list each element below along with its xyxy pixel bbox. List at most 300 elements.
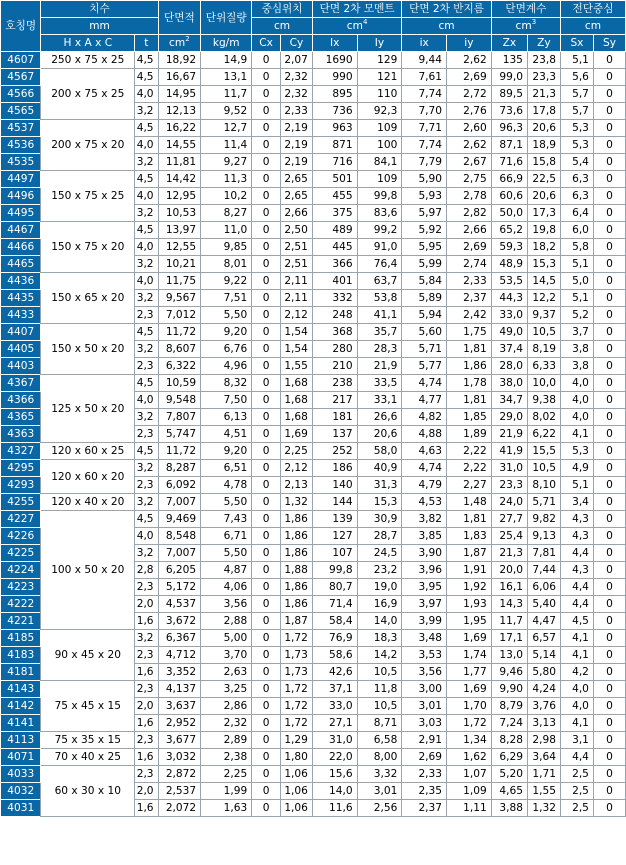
- cell-size: 120 x 40 x 20: [41, 494, 135, 511]
- cell-cx: 0: [252, 341, 281, 358]
- cell-weight: 9,52: [201, 103, 252, 120]
- cell-iy: 1,87: [447, 545, 492, 562]
- cell-ix-cap: 401: [312, 273, 357, 290]
- cell-cy: 1,54: [280, 341, 312, 358]
- cell-code: 4225: [1, 545, 41, 562]
- cell-weight: 6,51: [201, 460, 252, 477]
- cell-weight: 2,32: [201, 715, 252, 732]
- cell-zy: 9,82: [527, 511, 560, 528]
- cell-weight: 1,63: [201, 800, 252, 817]
- cell-iy: 2,22: [447, 460, 492, 477]
- cell-zx: 41,9: [491, 443, 527, 460]
- cell-sy: 0: [593, 375, 625, 392]
- cell-cy: 2,50: [280, 222, 312, 239]
- cell-code: 4185: [1, 630, 41, 647]
- cell-code: 4607: [1, 52, 41, 69]
- cell-zy: 15,5: [527, 443, 560, 460]
- cell-area: 14,42: [158, 171, 201, 188]
- cell-area: 11,72: [158, 443, 201, 460]
- cell-cy: 2,65: [280, 171, 312, 188]
- cell-code: 4183: [1, 647, 41, 664]
- cell-area: 2,952: [158, 715, 201, 732]
- cell-weight: 3,25: [201, 681, 252, 698]
- cell-zy: 6,57: [527, 630, 560, 647]
- cell-sx: 5,1: [560, 477, 593, 494]
- cell-ix: 5,71: [402, 341, 447, 358]
- cell-zy: 2,98: [527, 732, 560, 749]
- cell-zy: 19,8: [527, 222, 560, 239]
- cell-iy-cap: 8,71: [357, 715, 402, 732]
- cell-area: 10,53: [158, 205, 201, 222]
- cell-sy: 0: [593, 137, 625, 154]
- cell-sy: 0: [593, 664, 625, 681]
- cell-zy: 5,80: [527, 664, 560, 681]
- cell-sy: 0: [593, 647, 625, 664]
- cell-ix-cap: 14,0: [312, 783, 357, 800]
- cell-weight: 2,86: [201, 698, 252, 715]
- cell-cy: 1,86: [280, 511, 312, 528]
- cell-zy: 3,76: [527, 698, 560, 715]
- cell-size: 150 x 75 x 25: [41, 171, 135, 222]
- cell-ix-cap: 252: [312, 443, 357, 460]
- cell-ix-cap: 186: [312, 460, 357, 477]
- cell-sy: 0: [593, 205, 625, 222]
- cell-sy: 0: [593, 426, 625, 443]
- cell-cy: 2,19: [280, 137, 312, 154]
- cell-ix: 4,88: [402, 426, 447, 443]
- cell-cy: 1,68: [280, 392, 312, 409]
- cell-cx: 0: [252, 681, 281, 698]
- cell-cx: 0: [252, 375, 281, 392]
- cell-weight: 8,27: [201, 205, 252, 222]
- cell-ix-cap: 58,6: [312, 647, 357, 664]
- cell-ix-cap: 139: [312, 511, 357, 528]
- cell-cx: 0: [252, 103, 281, 120]
- header-ix-cap: Ix: [312, 35, 357, 52]
- cell-cy: 2,12: [280, 307, 312, 324]
- cell-ix-cap: 107: [312, 545, 357, 562]
- cell-code: 4496: [1, 188, 41, 205]
- cell-zx: 33,0: [491, 307, 527, 324]
- cell-iy-cap: 15,3: [357, 494, 402, 511]
- cell-thickness: 4,5: [135, 375, 158, 392]
- cell-zx: 17,1: [491, 630, 527, 647]
- cell-thickness: 4,0: [135, 239, 158, 256]
- cell-cy: 2,33: [280, 103, 312, 120]
- cell-thickness: 4,5: [135, 120, 158, 137]
- cell-thickness: 2,3: [135, 426, 158, 443]
- cell-sy: 0: [593, 358, 625, 375]
- cell-thickness: 4,0: [135, 137, 158, 154]
- cell-area: 8,287: [158, 460, 201, 477]
- cell-ix: 5,97: [402, 205, 447, 222]
- cell-iy-cap: 129: [357, 52, 402, 69]
- cell-zy: 17,8: [527, 103, 560, 120]
- cell-code: 4363: [1, 426, 41, 443]
- cell-weight: 2,38: [201, 749, 252, 766]
- cell-sy: 0: [593, 443, 625, 460]
- cell-area: 3,672: [158, 613, 201, 630]
- cell-iy-cap: 26,6: [357, 409, 402, 426]
- cell-weight: 2,25: [201, 766, 252, 783]
- cell-sx: 4,2: [560, 664, 593, 681]
- cell-ix: 9,44: [402, 52, 447, 69]
- cell-sx: 4,3: [560, 562, 593, 579]
- cell-zy: 10,5: [527, 324, 560, 341]
- cell-zx: 8,79: [491, 698, 527, 715]
- cell-area: 13,97: [158, 222, 201, 239]
- cell-thickness: 2,3: [135, 477, 158, 494]
- cell-code: 4223: [1, 579, 41, 596]
- cell-iy-cap: 24,5: [357, 545, 402, 562]
- cell-area: 8,548: [158, 528, 201, 545]
- cell-ix-cap: 33,0: [312, 698, 357, 715]
- cell-zx: 50,0: [491, 205, 527, 222]
- cell-code: 4537: [1, 120, 41, 137]
- cell-sy: 0: [593, 324, 625, 341]
- cell-size: 120 x 60 x 20: [41, 460, 135, 494]
- table-body: [1, 52, 626, 817]
- cell-iy-cap: 84,1: [357, 154, 402, 171]
- cell-cx: 0: [252, 52, 281, 69]
- cell-weight: 6,71: [201, 528, 252, 545]
- cell-iy-cap: 83,6: [357, 205, 402, 222]
- cell-iy-cap: 28,7: [357, 528, 402, 545]
- cell-cx: 0: [252, 579, 281, 596]
- cell-iy-cap: 109: [357, 171, 402, 188]
- cell-thickness: 2,0: [135, 783, 158, 800]
- cell-cy: 1,06: [280, 800, 312, 817]
- cell-iy: 2,22: [447, 443, 492, 460]
- cell-ix: 5,93: [402, 188, 447, 205]
- cell-weight: 8,32: [201, 375, 252, 392]
- cell-area: 7,807: [158, 409, 201, 426]
- cell-cy: 1,06: [280, 783, 312, 800]
- header-radius-unit: cm: [402, 18, 491, 35]
- cell-area: 11,75: [158, 273, 201, 290]
- cell-ix: 5,84: [402, 273, 447, 290]
- cell-zx: 9,46: [491, 664, 527, 681]
- cell-code: 4031: [1, 800, 41, 817]
- cell-cx: 0: [252, 783, 281, 800]
- cell-cx: 0: [252, 562, 281, 579]
- cell-zx: 28,0: [491, 358, 527, 375]
- cell-iy: 1,09: [447, 783, 492, 800]
- cell-sx: 5,4: [560, 154, 593, 171]
- cell-ix: 4,74: [402, 460, 447, 477]
- cell-weight: 8,01: [201, 256, 252, 273]
- cell-ix-cap: 871: [312, 137, 357, 154]
- cell-zx: 3,88: [491, 800, 527, 817]
- cell-code: 4224: [1, 562, 41, 579]
- cell-sy: 0: [593, 681, 625, 698]
- cell-zy: 7,81: [527, 545, 560, 562]
- cell-ix-cap: 11,6: [312, 800, 357, 817]
- cell-iy: 1,91: [447, 562, 492, 579]
- cell-iy-cap: 2,56: [357, 800, 402, 817]
- cell-iy-cap: 99,8: [357, 188, 402, 205]
- cell-weight: 14,9: [201, 52, 252, 69]
- cell-cy: 2,65: [280, 188, 312, 205]
- cell-zx: 49,0: [491, 324, 527, 341]
- cell-iy: 2,74: [447, 256, 492, 273]
- cell-thickness: 3,2: [135, 630, 158, 647]
- cell-cy: 1,72: [280, 630, 312, 647]
- cell-weight: 9,20: [201, 324, 252, 341]
- cell-code: 4113: [1, 732, 41, 749]
- cell-sy: 0: [593, 86, 625, 103]
- cell-cx: 0: [252, 239, 281, 256]
- cell-cy: 1,86: [280, 545, 312, 562]
- cell-thickness: 4,5: [135, 222, 158, 239]
- cell-ix-cap: 217: [312, 392, 357, 409]
- cell-zx: 60,6: [491, 188, 527, 205]
- cell-ix-cap: 27,1: [312, 715, 357, 732]
- cell-cx: 0: [252, 205, 281, 222]
- header-modulus-unit: $cm^3$: [491, 18, 560, 35]
- cell-iy-cap: 10,5: [357, 698, 402, 715]
- cell-sx: 6,3: [560, 171, 593, 188]
- cell-sy: 0: [593, 307, 625, 324]
- cell-cx: 0: [252, 460, 281, 477]
- cell-cx: 0: [252, 222, 281, 239]
- cell-cy: 1,54: [280, 324, 312, 341]
- cell-zx: 89,5: [491, 86, 527, 103]
- cell-weight: 11,7: [201, 86, 252, 103]
- cell-size: 250 x 75 x 25: [41, 52, 135, 69]
- cell-code: 4141: [1, 715, 41, 732]
- cell-iy-cap: 33,5: [357, 375, 402, 392]
- cell-zx: 23,3: [491, 477, 527, 494]
- cell-thickness: 4,5: [135, 324, 158, 341]
- cell-zx: 11,7: [491, 613, 527, 630]
- cell-iy-cap: 53,8: [357, 290, 402, 307]
- cell-thickness: 2,0: [135, 596, 158, 613]
- cell-zy: 8,02: [527, 409, 560, 426]
- cell-cx: 0: [252, 477, 281, 494]
- cell-code: 4327: [1, 443, 41, 460]
- cell-iy: 1,95: [447, 613, 492, 630]
- cell-thickness: 2,3: [135, 766, 158, 783]
- header-shear-unit: cm: [560, 18, 625, 35]
- cell-thickness: 4,5: [135, 443, 158, 460]
- cell-thickness: 2,3: [135, 307, 158, 324]
- cell-sx: 4,1: [560, 647, 593, 664]
- cell-iy-cap: 8,00: [357, 749, 402, 766]
- cell-code: 4032: [1, 783, 41, 800]
- cell-zx: 37,4: [491, 341, 527, 358]
- table-row: [1, 324, 626, 341]
- cell-weight: 6,76: [201, 341, 252, 358]
- cell-iy-cap: 35,7: [357, 324, 402, 341]
- cell-ix: 2,91: [402, 732, 447, 749]
- cell-zx: 21,3: [491, 545, 527, 562]
- cell-weight: 3,56: [201, 596, 252, 613]
- cell-sy: 0: [593, 579, 625, 596]
- cell-iy: 1,89: [447, 426, 492, 443]
- cell-iy-cap: 110: [357, 86, 402, 103]
- cell-area: 7,007: [158, 494, 201, 511]
- cell-cy: 1,73: [280, 664, 312, 681]
- cell-cx: 0: [252, 596, 281, 613]
- cell-area: 9,548: [158, 392, 201, 409]
- cell-ix: 5,77: [402, 358, 447, 375]
- cell-iy-cap: 31,3: [357, 477, 402, 494]
- cell-zx: 7,24: [491, 715, 527, 732]
- cell-zx: 21,9: [491, 426, 527, 443]
- cell-iy-cap: 23,2: [357, 562, 402, 579]
- table-row: [1, 120, 626, 137]
- cell-area: 9,567: [158, 290, 201, 307]
- cell-cy: 1,88: [280, 562, 312, 579]
- cell-thickness: 2,3: [135, 358, 158, 375]
- cell-zy: 5,71: [527, 494, 560, 511]
- cell-thickness: 3,2: [135, 341, 158, 358]
- cell-sx: 4,9: [560, 460, 593, 477]
- header-ix: ix: [402, 35, 447, 52]
- cell-weight: 4,06: [201, 579, 252, 596]
- cell-ix: 3,99: [402, 613, 447, 630]
- cell-cx: 0: [252, 545, 281, 562]
- cell-iy-cap: 63,7: [357, 273, 402, 290]
- cell-weight: 9,22: [201, 273, 252, 290]
- cell-weight: 2,89: [201, 732, 252, 749]
- cell-code: 4293: [1, 477, 41, 494]
- cell-cy: 1,68: [280, 409, 312, 426]
- cell-ix-cap: 501: [312, 171, 357, 188]
- cell-iy-cap: 100: [357, 137, 402, 154]
- cell-iy: 2,37: [447, 290, 492, 307]
- table-row: [1, 511, 626, 528]
- cell-area: 9,469: [158, 511, 201, 528]
- cell-cy: 2,12: [280, 460, 312, 477]
- cell-weight: 11,0: [201, 222, 252, 239]
- cell-area: 6,205: [158, 562, 201, 579]
- cell-cx: 0: [252, 256, 281, 273]
- cell-iy: 1,62: [447, 749, 492, 766]
- cell-ix-cap: 144: [312, 494, 357, 511]
- cell-ix-cap: 375: [312, 205, 357, 222]
- cell-zy: 8,10: [527, 477, 560, 494]
- cell-iy: 1,70: [447, 698, 492, 715]
- cell-code: 4467: [1, 222, 41, 239]
- cell-iy-cap: 92,3: [357, 103, 402, 120]
- cell-sx: 4,0: [560, 681, 593, 698]
- cell-thickness: 3,2: [135, 290, 158, 307]
- cell-iy-cap: 10,5: [357, 664, 402, 681]
- cell-iy: 2,42: [447, 307, 492, 324]
- cell-cy: 1,86: [280, 579, 312, 596]
- cell-sy: 0: [593, 613, 625, 630]
- cell-zy: 8,19: [527, 341, 560, 358]
- cell-sy: 0: [593, 562, 625, 579]
- cell-thickness: 4,5: [135, 52, 158, 69]
- table-row: [1, 732, 626, 749]
- cell-iy: 1,93: [447, 596, 492, 613]
- cell-cy: 1,72: [280, 715, 312, 732]
- cell-zy: 20,6: [527, 188, 560, 205]
- cell-thickness: 3,2: [135, 545, 158, 562]
- cell-code: 4535: [1, 154, 41, 171]
- cell-ix: 3,01: [402, 698, 447, 715]
- table-row: [1, 222, 626, 239]
- cell-area: 16,67: [158, 69, 201, 86]
- cell-code: 4181: [1, 664, 41, 681]
- cell-ix: 7,61: [402, 69, 447, 86]
- cell-ix: 5,95: [402, 239, 447, 256]
- cell-area: 5,172: [158, 579, 201, 596]
- cell-area: 6,322: [158, 358, 201, 375]
- cell-iy: 1,86: [447, 358, 492, 375]
- cell-code: 4226: [1, 528, 41, 545]
- cell-cy: 1,55: [280, 358, 312, 375]
- cell-thickness: 2,8: [135, 562, 158, 579]
- cell-cy: 1,73: [280, 647, 312, 664]
- cell-ix: 4,82: [402, 409, 447, 426]
- header-size: 치수: [41, 1, 158, 18]
- cell-ix: 3,97: [402, 596, 447, 613]
- cell-sy: 0: [593, 732, 625, 749]
- cell-sx: 6,0: [560, 222, 593, 239]
- cell-weight: 2,88: [201, 613, 252, 630]
- cell-cy: 2,25: [280, 443, 312, 460]
- cell-iy-cap: 16,9: [357, 596, 402, 613]
- cell-cx: 0: [252, 358, 281, 375]
- cell-code: 4222: [1, 596, 41, 613]
- cell-code: 4466: [1, 239, 41, 256]
- cell-ix: 7,71: [402, 120, 447, 137]
- cell-cy: 1,68: [280, 375, 312, 392]
- cell-thickness: 2,3: [135, 732, 158, 749]
- cell-sy: 0: [593, 477, 625, 494]
- cell-sx: 5,7: [560, 86, 593, 103]
- cell-ix: 5,94: [402, 307, 447, 324]
- cell-cx: 0: [252, 766, 281, 783]
- cell-ix: 4,74: [402, 375, 447, 392]
- cell-sx: 4,0: [560, 698, 593, 715]
- table-row: [1, 273, 626, 290]
- cell-cx: 0: [252, 137, 281, 154]
- cell-weight: 4,51: [201, 426, 252, 443]
- cell-cx: 0: [252, 409, 281, 426]
- cell-cy: 1,87: [280, 613, 312, 630]
- cell-iy: 2,60: [447, 120, 492, 137]
- cell-iy-cap: 3,32: [357, 766, 402, 783]
- cell-size: 60 x 30 x 10: [41, 766, 135, 817]
- cell-weight: 4,78: [201, 477, 252, 494]
- header-centroid-unit: cm: [252, 18, 313, 35]
- cell-iy-cap: 21,9: [357, 358, 402, 375]
- cell-iy: 2,75: [447, 171, 492, 188]
- table-row: [1, 630, 626, 647]
- table-row: [1, 375, 626, 392]
- cell-zx: 87,1: [491, 137, 527, 154]
- cell-ix-cap: 99,8: [312, 562, 357, 579]
- cell-cy: 2,66: [280, 205, 312, 222]
- cell-thickness: 4,0: [135, 86, 158, 103]
- cell-sx: 5,7: [560, 103, 593, 120]
- cell-code: 4497: [1, 171, 41, 188]
- cell-sx: 4,4: [560, 596, 593, 613]
- cell-code: 4565: [1, 103, 41, 120]
- cell-iy: 1,81: [447, 341, 492, 358]
- cell-ix-cap: 455: [312, 188, 357, 205]
- header-t: t: [135, 35, 158, 52]
- cell-iy: 2,62: [447, 137, 492, 154]
- cell-sy: 0: [593, 188, 625, 205]
- cell-sx: 4,3: [560, 528, 593, 545]
- cell-area: 14,55: [158, 137, 201, 154]
